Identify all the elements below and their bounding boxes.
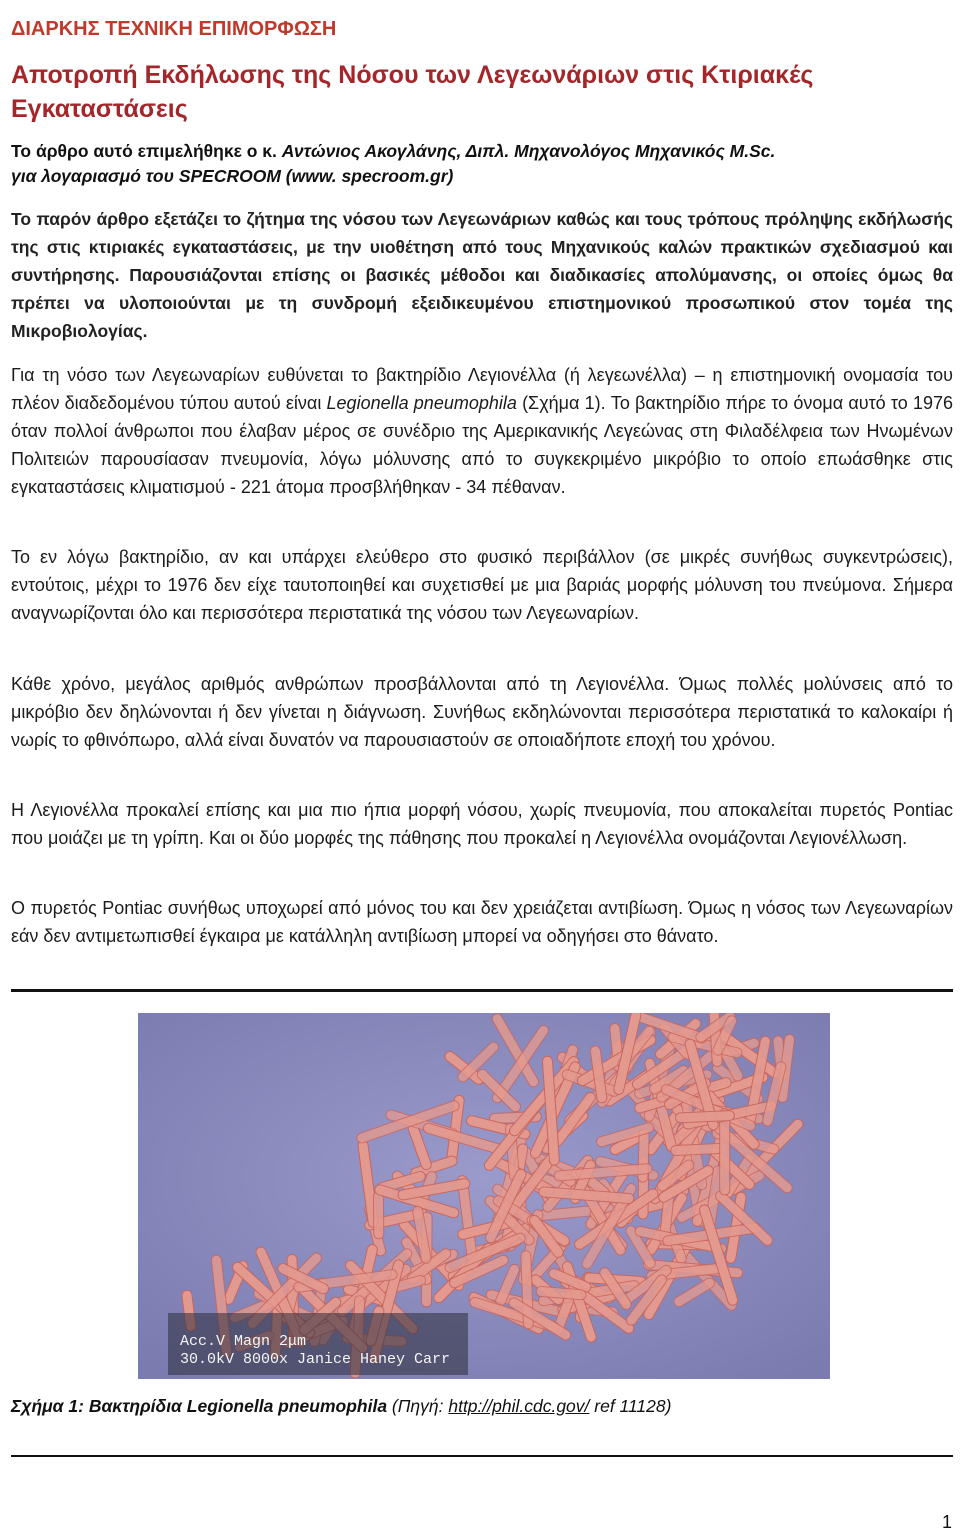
species-name: Legionella pneumophila	[326, 393, 517, 413]
footer-divider	[11, 1455, 953, 1457]
paragraph-origin-end: (Σχήμα 1). Το βακτηρίδιο πήρε το όνομα αυτό το 1976 όταν πολλοί άνθρωποι που έλαβαν μέρος σε συνέδριο της Αμερικανικής Λεγεώνας στη Φιλαδέλφεια των Ηνωμένων Πολιτειών παρουσίασαν πνευμονία, λόγω μόλυνσης από το συγκεκριμένο μικρόβιο το οποίο επωάσθηκε στις εγκαταστάσεις κλιματισμού - 221 άτομα προσβλήθηκαν - 34 πέθαναν.	[11, 393, 953, 497]
caption-source-link[interactable]: http://phil.cdc.gov/	[448, 1396, 590, 1416]
sem-stamp-line2: 30.0kV 8000x Janice Haney Carr	[180, 1351, 451, 1368]
author-affiliation: για λογαριασμό του SPECROOM (www. specroom.gr)	[11, 166, 454, 186]
bacterium-rod	[670, 1143, 726, 1156]
author-credit	[11, 139, 775, 189]
sem-stamp-line1: Acc.V Magn 2μm	[180, 1333, 307, 1350]
caption-reference: ref 11128)	[589, 1396, 672, 1416]
micrograph-drawing	[138, 1013, 830, 1379]
paragraph-treatment: Ο πυρετός Pontiac συνήθως υποχωρεί από μόνος του και δεν χρειάζεται αντιβίωση. Όμως η νόσος των Λεγεωναρίων εάν δεν αντιμετωπισθεί έγκαιρα με κατάλληλη αντιβίωση μπορεί να οδηγήσει στο θάνατο.	[11, 898, 953, 946]
figure-caption	[11, 1396, 671, 1417]
author-name: Αντώνιος Ακογλάνης, Διπλ. Μηχανολόγος Μηχανικός M.Sc.	[281, 141, 776, 161]
figure-top-divider	[11, 989, 953, 992]
caption-source-prefix: (Πηγή:	[387, 1396, 449, 1416]
bacterium-rod	[373, 1191, 383, 1239]
article-title: Αποτροπή Εκδήλωσης της Νόσου των Λεγεωνάριων στις Κτιριακές Εγκαταστάσεις	[11, 61, 814, 123]
paragraph-pontiac: Η Λεγιονέλλα προκαλεί επίσης και μια πιο ήπια μορφή νόσου, χωρίς πνευμονία, που αποκαλείται πυρετός Pontiac που μοιάζει με τη γρίπη. Και οι δύο μορφές της πάθησης που προκαλεί η Λεγιονέλλα ονομάζονται Λεγιονέλλωση.	[11, 800, 953, 848]
series-heading: ΔΙΑΡΚΗΣ ΤΕΧΝΙΚΗ ΕΠΙΜΟΡΦΩΣΗ	[11, 18, 337, 40]
abstract-paragraph: Το παρόν άρθρο εξετάζει το ζήτημα της νόσου των Λεγεωνάριων καθώς και τους τρόπους πρόληψης εκδήλωσής της στις κτιριακές εγκαταστάσεις, με την υιοθέτηση από τους Μηχανικούς καλών πρακτικών σχεδιασμού και συντήρησης. Παρουσιάζονται επίσης οι βασικές μέθοδοι και διαδικασίες απολύμανσης, οι οποίες όμως θα πρέπει να υλοποιούνται με τη συνδρομή εξειδικευμένου επιστημονικού προσωπικού στον τομέα της Μικροβιολογίας.	[11, 209, 953, 341]
paragraph-origin	[11, 361, 953, 501]
author-intro: Το άρθρο αυτό επιμελήθηκε ο κ.	[11, 141, 282, 161]
page-number: 1	[941, 1512, 952, 1532]
bacteria-micrograph	[138, 1013, 830, 1379]
sem-metadata-stamp	[180, 1333, 450, 1369]
paragraph-origin-start: Για τη νόσο των Λεγεωναρίων ευθύνεται το βακτηρίδιο Λεγιονέλλα (ή λεγεωνέλλα) – η επιστημονική ονομασία του πλέον διαδεδομένου τύπου αυτού είναι	[11, 365, 953, 413]
paragraph-seasonality: Κάθε χρόνο, μεγάλος αριθμός ανθρώπων προσβάλλονται από τη Λεγιονέλλα. Όμως πολλές μολύνσεις από το μικρόβιο δεν δηλώνονται ή δεν γίνεται η διάγνωση. Συνήθως εκδηλώνονται περισσότερα περιστατικά το καλοκαίρι ή νωρίς το φθινόπωρο, αλλά είναι δυνατόν να παρουσιαστούν σε οποιαδήποτε εποχή του χρόνου.	[11, 674, 953, 750]
bacterium-rod	[675, 1110, 734, 1123]
caption-label: Σχήμα 1: Βακτηρίδια Legionella pneumophila	[11, 1396, 388, 1416]
paragraph-environment: Το εν λόγω βακτηρίδιο, αν και υπάρχει ελεύθερο στο φυσικό περιβάλλον (σε μικρές συνήθως συγκεντρώσεις), εντούτοις, μέχρι το 1976 δεν είχε ταυτοποιηθεί και συχετισθεί με μια βαριάς μορφής μόλυνση του πνεύμονα. Σήμερα αναγνωρίζονται όλο και περισσότερα περιστατικά της νόσου των Λεγεωναρίων.	[11, 547, 953, 623]
